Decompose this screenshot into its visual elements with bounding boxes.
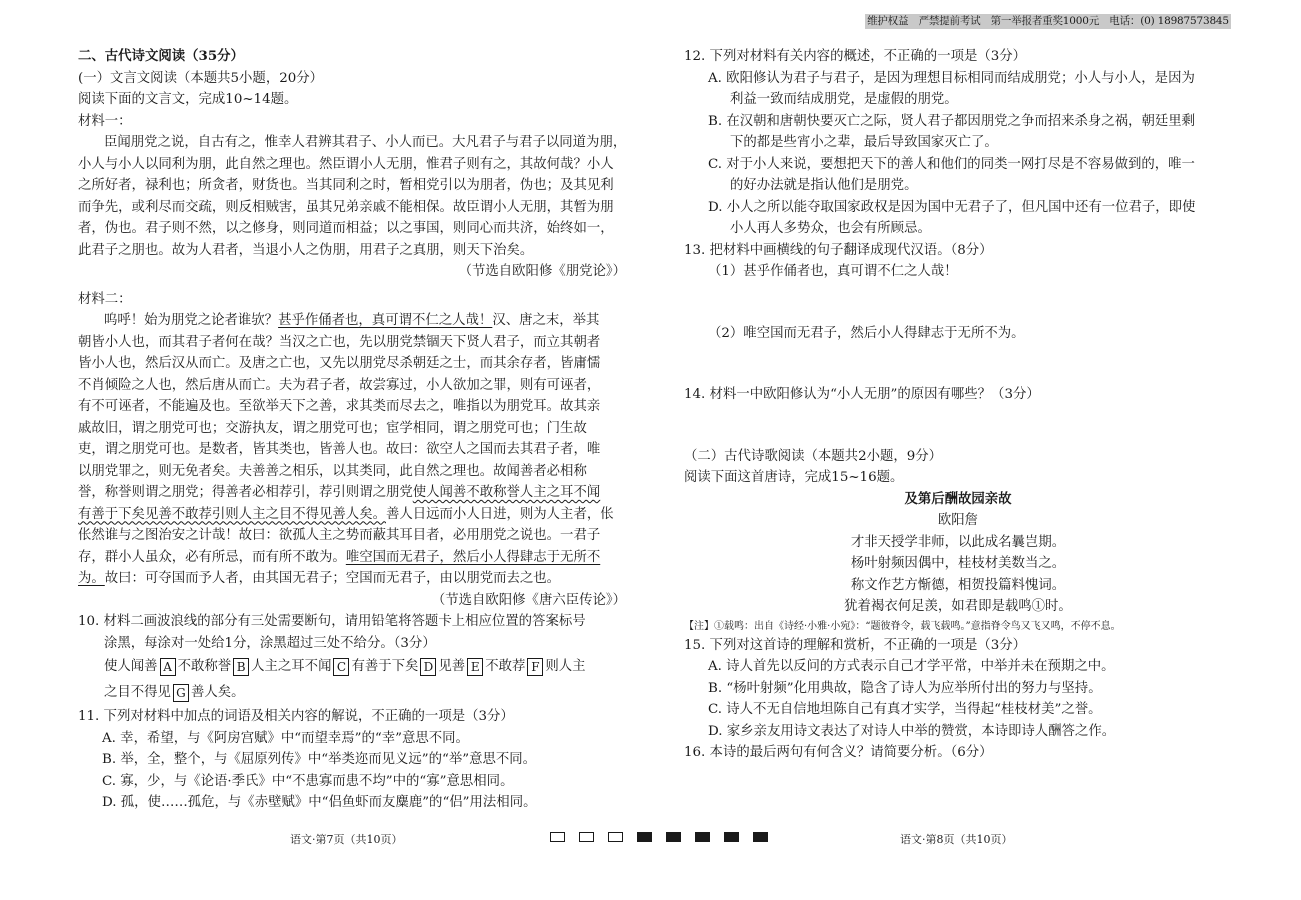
material-1-line: 此君子之朋也。故为人君者，当退小人之伪朋，用君子之真朋，则天下治矣。 bbox=[78, 242, 534, 258]
material-1-line: 而争先，或利尽而交疏，则反相贼害，虽其兄弟亲戚不能相保。故臣谓小人无朋，其暂为朋 bbox=[78, 199, 614, 215]
text-segment: 汉、唐之末，举其 bbox=[492, 313, 600, 328]
answer-box-g[interactable]: G bbox=[173, 684, 189, 702]
underlined-sentence-1: 甚乎作俑者也，真可谓不仁之人哉！ bbox=[278, 313, 493, 328]
poem-line: 杨叶射频因偶中，桂枝材美数当之。 bbox=[850, 556, 1066, 571]
material-1-line: 者，伪也。君子则不然，以之修身，则同道而相益；以之事国，则同心而共济，始终如一， bbox=[78, 221, 614, 236]
poem-title: 及第后酬故园亲故 bbox=[904, 490, 1012, 507]
material-2-label: 材料二： bbox=[78, 291, 132, 307]
question-15-stem: 15. 下列对这首诗的理解和赏析，不正确的一项是（3分） bbox=[684, 637, 1027, 653]
marker-square bbox=[753, 832, 768, 842]
question-12-option-a[interactable]: A. 欧阳修认为君子与君子，是因为理想目标相同而结成朋党；小人与小人，是因为 bbox=[708, 70, 1195, 86]
material-1-label: 材料一： bbox=[78, 113, 132, 129]
question-15-option-c[interactable]: C. 诗人不无自信地坦陈自己有真才实学，当得起“桂枝材美”之誉。 bbox=[708, 702, 1102, 717]
right-page bbox=[684, 46, 1232, 764]
text-segment: 人主之耳不闻 bbox=[251, 659, 332, 674]
question-10-stem: 涂黑，每涂对一处给1分，涂黑超过三处不给分。（3分） bbox=[104, 635, 436, 651]
poem-line: 称文作艺方惭德，相贺投篇料愧词。 bbox=[850, 577, 1066, 593]
question-11-option-d[interactable]: D. 孤，使……孤危，与《赤壁赋》中“侣鱼虾而友麋鹿”的“侣”用法相同。 bbox=[102, 795, 537, 810]
question-11-option-a[interactable]: A. 幸，希望，与《阿房宫赋》中“而望幸焉”的“幸”意思不同。 bbox=[102, 730, 469, 746]
answer-box-b[interactable]: B bbox=[233, 658, 249, 676]
answer-box-d[interactable]: D bbox=[420, 658, 436, 676]
marker-square bbox=[637, 832, 652, 842]
question-14: 14. 材料一中欧阳修认为“小人无朋”的原因有哪些？（3分） bbox=[684, 387, 1040, 402]
material-2-line bbox=[78, 568, 626, 590]
marker-square bbox=[608, 832, 623, 842]
answer-box-a[interactable]: A bbox=[160, 658, 176, 676]
underlined-sentence-2: 唯空国而无君子，然后小人得肆志于无所不 bbox=[345, 549, 601, 565]
poem-note: 【注】①载鸣：出自《诗经·小雅·小宛》：“题彼脊令，载飞载鸣。”意指脊令鸟又飞又鸣，不停不息。 bbox=[684, 620, 1121, 632]
text-segment: 之目不得见 bbox=[104, 685, 171, 700]
poem-author: 欧阳詹 bbox=[937, 513, 979, 528]
text-segment: 善人矣。 bbox=[190, 685, 245, 700]
question-12-option-d[interactable]: D. 小人之所以能夺取国家政权是因为国中无君子了，但凡国中还有一位君子，即使 bbox=[708, 199, 1196, 215]
question-13-stem: 13. 把材料中画横线的句子翻译成现代汉语。（8分） bbox=[684, 242, 993, 258]
answer-box-c[interactable]: C bbox=[333, 658, 349, 676]
text-segment: 有善于下矣 bbox=[351, 659, 419, 674]
material-1-line: 臣闻朋党之说，自古有之，惟幸人君辨其君子、小人而已。大凡君子与君子以同道为朋， bbox=[104, 135, 626, 150]
question-10-stem: 10. 材料二画波浪线的部分有三处需要断句，请用铅笔将答题卡上相应位置的答案标号 bbox=[78, 614, 586, 629]
answer-box-f[interactable]: F bbox=[527, 658, 543, 676]
question-15-option-d[interactable]: D. 家乡亲友用诗文表达了对诗人中举的赞赏，本诗即诗人酬答之作。 bbox=[708, 723, 1116, 739]
text-segment: 誉，称誉则谓之朋党；得善者必相荐引，荐引则谓之朋党 bbox=[78, 485, 413, 500]
page-markers bbox=[550, 832, 768, 842]
material-1-source: （节选自欧阳修《朋党论》） bbox=[458, 264, 626, 279]
material-2-line: 戚故旧，谓之朋党可也；交游执友，谓之朋党可也；宦学相同，谓之朋党可也；门生故 bbox=[78, 420, 587, 436]
material-1-line: 小人与小人以同利为朋，此自然之理也。然臣谓小人无朋，惟君子则有之，其故何哉？小人 bbox=[78, 156, 614, 172]
material-2-line: 吏，谓之朋党可也。是数者，皆其类也，皆善人也。故曰：欲空人之国而去其君子者，唯 bbox=[78, 442, 601, 457]
material-2-line: 伥然谁与之图治安之计哉！故曰：欲孤人主之势而蔽其耳目者，必用朋党之说也。一君子 bbox=[78, 528, 601, 543]
question-15-option-a[interactable]: A. 诗人首先以反问的方式表示自己才学平常，中举并未在预期之中。 bbox=[708, 659, 1115, 674]
page-8-footer: 语文·第8页（共10页） bbox=[900, 833, 1013, 846]
text-segment: 不敢称誉 bbox=[177, 659, 232, 674]
marker-square bbox=[666, 832, 681, 842]
subsection-2-title: （二）古代诗歌阅读（本题共2小题，9分） bbox=[684, 448, 943, 464]
wavy-underlined-segment: 使人闻善不敢称誉人主之耳不闻 bbox=[412, 485, 601, 500]
text-segment: 存，群小人虽众，必有所忌，而有所不敢为。 bbox=[78, 549, 346, 565]
underlined-sentence-2-end: 为。 bbox=[78, 571, 105, 586]
subsection-title: (一）文言文阅读（本题共5小题，20分） bbox=[78, 70, 324, 86]
question-10-sentence bbox=[78, 680, 626, 706]
material-2-line: 有不可诬者，不能遍及也。至欲举天下之善，求其类而尽去之，唯指以为朋党耳。故其亲 bbox=[78, 399, 601, 414]
instruction: 阅读下面的文言文，完成10~14题。 bbox=[78, 92, 298, 107]
left-page bbox=[78, 46, 626, 814]
question-13-sentence-2: （2）唯空国而无君子，然后小人得肆志于无所不为。 bbox=[708, 325, 1025, 341]
page-7-footer: 语文·第7页（共10页） bbox=[290, 833, 403, 846]
material-2-line bbox=[78, 504, 626, 526]
poem-line: 才非天授学非师，以此成名曩岂期。 bbox=[850, 534, 1066, 550]
wavy-underlined-segment: 有善于下矣见善不敢荐引则人主之目不得见善人矣。 bbox=[78, 506, 386, 522]
question-12-option-b[interactable]: B. 在汉朝和唐朝快要灭亡之际，贤人君子都因朋党之争而招来杀身之祸，朝廷里剩 bbox=[708, 113, 1196, 129]
material-2-line bbox=[78, 482, 626, 504]
text-segment: 见善 bbox=[438, 659, 466, 674]
marker-square bbox=[579, 832, 594, 842]
material-2-source: （节选自欧阳修《唐六臣传论》） bbox=[431, 592, 626, 608]
material-2-line bbox=[78, 310, 626, 332]
text-segment: 呜呼！始为朋党之论者谁欤？ bbox=[104, 313, 279, 328]
marker-square bbox=[550, 832, 565, 842]
text-segment: 故曰：可夺国而予人者，由其国无君子；空国而无君子，由以朋党而去之也。 bbox=[104, 571, 561, 586]
question-11-option-c[interactable]: C. 寡，少，与《论语·季氏》中“不患寡而患不均”中的“寡”意思相同。 bbox=[102, 773, 514, 789]
text-segment: 不敢荐 bbox=[485, 659, 526, 674]
text-segment: 使人闻善 bbox=[104, 659, 158, 674]
anti-leak-notice: 维护权益 严禁提前考试 第一举报者重奖1000元 电话：(0) 18987573845 bbox=[865, 14, 1231, 29]
text-segment: 善人日远而小人日进，则为人主者，伥 bbox=[385, 506, 614, 522]
material-2-line bbox=[78, 547, 626, 569]
question-12-option-d-cont: 小人再人多势众，也会有所顾忌。 bbox=[730, 221, 931, 236]
question-12-option-b-cont: 下的都是些宵小之辈，最后导致国家灭亡了。 bbox=[730, 135, 998, 150]
marker-square bbox=[695, 832, 710, 842]
text-segment: 则人主 bbox=[545, 659, 586, 674]
question-10-sentence bbox=[78, 654, 626, 680]
question-12-option-c-cont: 的好办法就是指认他们是朋党。 bbox=[730, 178, 918, 193]
instruction-2: 阅读下面这首唐诗，完成15~16题。 bbox=[684, 470, 904, 485]
question-11-option-b[interactable]: B. 举，全，整个，与《屈原列传》中“举类迩而见义远”的“举”意思不同。 bbox=[102, 752, 537, 767]
question-12-option-a-cont: 利益一致而结成朋党，是虚假的朋党。 bbox=[730, 92, 958, 107]
poem-line: 犹着褐衣何足羡，如君即是载鸣①时。 bbox=[844, 599, 1072, 614]
section-title: 二、古代诗文阅读（35分） bbox=[78, 48, 244, 64]
answer-box-e[interactable]: E bbox=[467, 658, 483, 676]
material-2-line: 皆小人也，然后汉从而亡。及唐之亡也，又先以朋党尽杀朝廷之士，而其余存者，皆庸懦 bbox=[78, 356, 601, 371]
question-12-stem: 12. 下列对材料有关内容的概述，不正确的一项是（3分） bbox=[684, 49, 1027, 64]
marker-square bbox=[724, 832, 739, 842]
material-2-line: 朝皆小人也，而其君子者何在哉？当汉之亡也，先以朋党禁锢天下贤人君子，而立其朝者 bbox=[78, 334, 601, 350]
question-16: 16. 本诗的最后两句有何含义？请简要分析。（6分） bbox=[684, 745, 993, 760]
material-2-line: 以朋党罪之，则无免者矣。夫善善之相乐，以其类同，此自然之理也。故闻善者必相称 bbox=[78, 463, 587, 479]
material-1-line: 之所好者，禄利也；所贪者，财货也。当其同利之时，暂相党引以为朋者，伪也；及其见利 bbox=[78, 178, 614, 193]
question-12-option-c[interactable]: C. 对于小人来说，要想把天下的善人和他们的同类一网打尽是不容易做到的，唯一 bbox=[708, 156, 1195, 172]
material-2-line: 不肖倾险之人也，然后唐从而亡。夫为君子者，故尝寡过，小人欲加之罪，则有可诬者， bbox=[78, 377, 601, 393]
question-13-sentence-1: （1）甚乎作俑者也，真可谓不仁之人哉！ bbox=[708, 264, 958, 279]
question-11-stem: 11. 下列对材料中加点的词语及相关内容的解说，不正确的一项是（3分） bbox=[78, 709, 514, 724]
question-15-option-b[interactable]: B. “杨叶射频”化用典故，隐含了诗人为应举所付出的努力与坚持。 bbox=[708, 680, 1102, 696]
